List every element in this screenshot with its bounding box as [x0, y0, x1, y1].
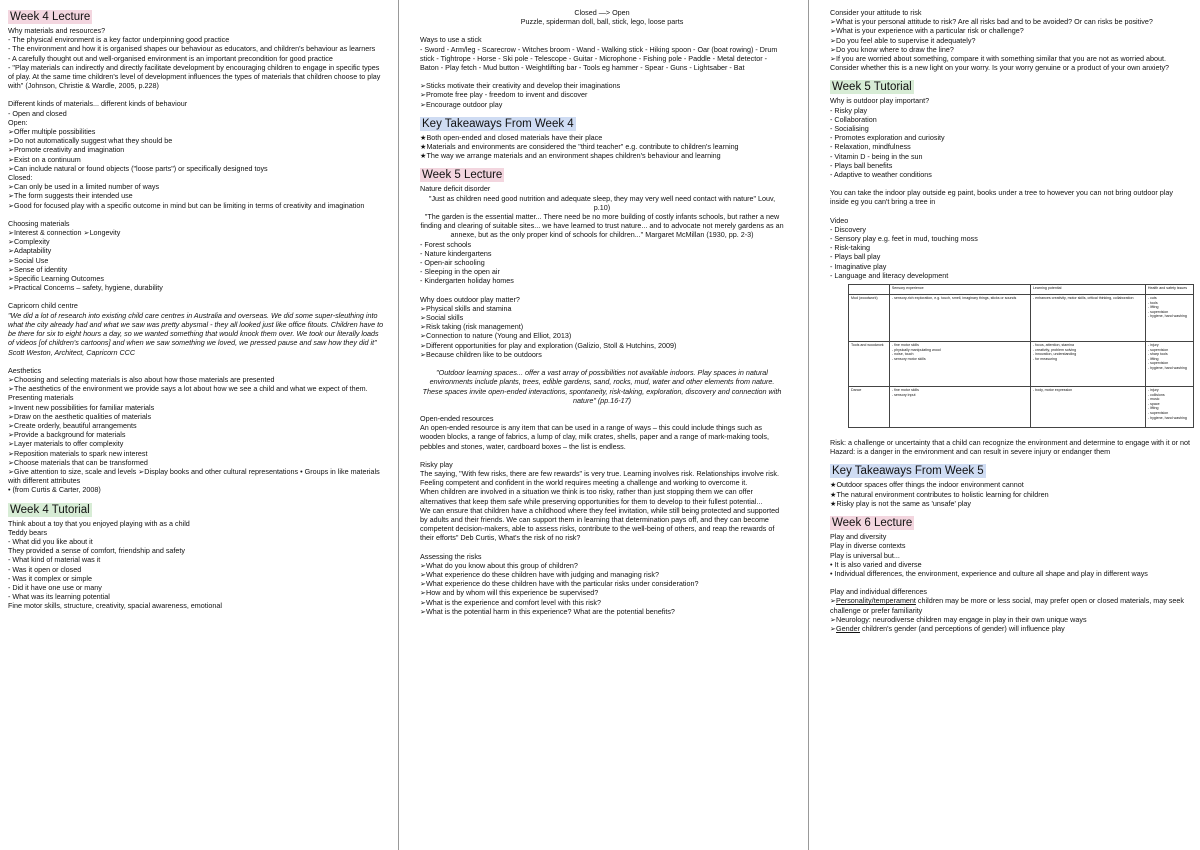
text-line: - Forest schools	[420, 239, 472, 249]
text-line: ➢Sense of identity	[8, 264, 68, 274]
text-line: ➢What experience do these children have with the particular risks under consideration?	[420, 579, 699, 589]
text-line: ➢Good for focused play with a specific outcome in mind but can be limiting in terms of creativity and imagination	[8, 200, 365, 210]
text-line: ➢Risk taking (risk management)	[420, 322, 524, 332]
text-line: ★Risky play is not the same as 'unsafe' play	[830, 498, 972, 508]
column-divider	[398, 0, 399, 850]
blank-line	[8, 292, 386, 301]
text-line: Why materials and resources?	[8, 26, 106, 35]
heading-week6-lecture: Week 6 Lecture	[832, 517, 913, 530]
text-line: Open-ended resources	[420, 413, 494, 423]
text-line: - The environment and how it is organised shapes our behaviour as educators, and children's behaviour as learners	[8, 44, 376, 54]
text-line: ➢What is the potential harm in this experience? What are the potential benefits?	[420, 606, 675, 616]
blank-line	[420, 405, 784, 414]
heading-week5-lecture: Week 5 Lecture	[422, 169, 503, 182]
blank-line	[830, 207, 1192, 216]
text-line: ➢Can only be used in a limited number of ways	[8, 182, 160, 192]
text-line: - Vitamin D - being in the sun	[830, 151, 923, 161]
text-line: ➢Because children like to be outdoors	[420, 349, 542, 359]
text-line: Aesthetics	[8, 365, 42, 375]
table-cell: - cuts - tools - lifting - supervision - hygiene, hand washing	[1145, 295, 1193, 342]
text-line: ➢Layer materials to offer complexity	[8, 439, 124, 449]
nature-quotes	[420, 194, 784, 240]
text-line: Teddy bears	[8, 527, 48, 537]
text-line: Play and diversity	[830, 532, 887, 542]
bullet-arrow: ➢	[830, 596, 837, 606]
text-line: ➢Sticks motivate their creativity and develop their imaginations	[420, 81, 621, 91]
blank-line	[8, 90, 386, 99]
table-row	[849, 387, 1194, 428]
risk-attitude-notes	[830, 8, 1192, 72]
text-line: ★Materials and environments are considered the "third teacher" e.g. contribute to children's learning	[420, 142, 739, 152]
table-header-cell: Health and safety issues	[1145, 285, 1193, 295]
text-line: ➢What do you know about this group of children?	[420, 560, 578, 570]
risk-assessment-table	[848, 284, 1194, 428]
text-line: ➢Complexity	[8, 237, 50, 247]
text-line: - Did it have one use or many	[8, 582, 102, 592]
table-cell: Tools and woodwork	[849, 342, 890, 387]
column-3	[830, 8, 1192, 633]
text-line: - Language and literacy development	[830, 270, 949, 280]
text-line: - Open-air schooling	[420, 258, 485, 268]
text-line: - Open and closed	[8, 108, 67, 118]
text-line: - Discovery	[830, 224, 866, 234]
text-line: ➢Reposition materials to spark new interest	[8, 448, 148, 458]
text-line: ➢Social skills	[420, 313, 464, 323]
text-line: ➢Promote free play - freedom to invent and discover	[420, 90, 588, 100]
risky-play-notes	[420, 405, 784, 616]
text-line: ➢If you are worried about something, compare it with something similar that you are not as worried about. Consider whether this is a new light on your worry. Is your worry genuine or a product of your own anxiety?	[830, 54, 1170, 73]
text-line: Open:	[8, 117, 28, 127]
text-line: ➢Give attention to size, scale and levels ➢Display books and other cultural representations • Groups in like materials with different attributes	[8, 466, 380, 486]
column-divider	[808, 0, 809, 850]
personality-term: Personality/temperament	[836, 596, 916, 606]
blank-line	[420, 72, 784, 81]
text-line: • Individual differences, the environment, experience and culture all shape and play in different ways	[830, 568, 1148, 578]
text-line: • (from Curtis & Carter, 2008)	[8, 485, 101, 495]
table-cell: - body, motor expression	[1030, 387, 1145, 428]
table-cell: - fine motor skills - sensory input	[889, 387, 1030, 428]
text-line: "The garden is the essential matter... There need be no more building of costly infants schools, but rather a new finding and clearing of suitable sites... we have learned to trust nature... and to advocate not merely gardens as an annexe, but as the only proper kind of schools for children..." Margaret McMillan (1930, pp. 2-3)	[420, 212, 784, 240]
table-header-cell: Sensory experience	[889, 285, 1030, 295]
blank-line	[420, 543, 784, 552]
text-line: ➢Practical Concerns – safety, hygiene, durability	[8, 283, 163, 293]
table-cell: - injury - collisions - music - space - lifting - supervision - hygiene, hand washing	[1145, 387, 1193, 428]
text-line: Play and individual differences	[830, 587, 927, 597]
text-line: ➢Encourage outdoor play	[420, 99, 503, 109]
week4-takeaways	[420, 133, 784, 161]
text-line: We can ensure that children have a childhood where they feel invitation, while still being protected and supported by adults and their friends. We can support them in learning that determination pays off, and they can become competent decision-makers, able to assess risks, contribute to the well-being of others, and reap the rewards of their efforts" Deb Curtis, What's the risk of no risk?	[420, 505, 780, 543]
text-line: - Collaboration	[830, 114, 877, 124]
text-line: You can take the indoor play outside eg paint, books under a tree to however you can not bring outdoor play inside eg you can't bring a tree in	[830, 188, 1173, 207]
blank-line	[420, 451, 784, 460]
text-line: ➢Promote creativity and imagination	[8, 145, 125, 155]
text-line: ★Outdoor spaces offer things the indoor environment cannot	[830, 480, 1024, 490]
text-line: ➢Adaptability	[8, 246, 52, 256]
column-1	[8, 8, 386, 611]
text-line: The saying, "With few risks, there are few rewards" is very true. Learning involves risk. Relationships involve risk. Feeling competent and confident in the world requires meeting a challenge and working to overcome it.	[420, 468, 780, 488]
week4-tutorial-notes	[8, 519, 386, 611]
text-line: ➢Choosing and selecting materials is also about how those materials are presented	[8, 374, 275, 384]
outdoor-play-notes	[420, 240, 784, 368]
text-line: - Was it complex or simple	[8, 573, 93, 583]
text-line: Ways to use a stick	[420, 35, 482, 45]
gender-text: children's gender (and perceptions of gender) will influence play	[860, 623, 1065, 633]
text-line: ➢Create orderly, beautiful arrangements	[8, 420, 137, 430]
week5-takeaways	[830, 480, 1192, 508]
risk-hazard-definitions	[830, 438, 1192, 456]
text-line: - Imaginative play	[830, 261, 887, 271]
text-line: An open-ended resource is any item that can be used in a range of ways – this could include things such as wooden blocks, a range of fabrics, a lump of clay, milk crates, shells, paper and a range of mark-making tools, pebbles and stones, water, cardboard boxes – the list is endless.	[420, 423, 770, 451]
text-line: ➢Specific Learning Outcomes	[8, 274, 104, 284]
blank-line	[420, 359, 784, 368]
bullet-arrow: ➢	[830, 623, 837, 633]
text-line: Consider your attitude to risk	[830, 8, 922, 17]
heading-key-takeaways-week4: Key Takeaways From Week 4	[422, 117, 574, 130]
aesthetics-notes	[8, 357, 386, 495]
blank-line	[420, 26, 784, 35]
text-line: When children are involved in a situation we think is too risky, rather than just stopping them we can offer alternatives that keep them safe while preserving opportunities for them to develop to their fullest potential...	[420, 487, 763, 506]
table-cell: - focus, attention, stamina - creativity, problem solving - innovation, understanding - for measuring	[1030, 342, 1145, 387]
table-cell: Dance	[849, 387, 890, 428]
text-line: ➢Social Use	[8, 255, 49, 265]
text-line: ➢Can include natural or found objects ("loose parts") or specifically designed toys	[8, 163, 268, 173]
gender-line	[830, 624, 1192, 633]
heading-week5-tutorial: Week 5 Tutorial	[832, 81, 912, 94]
text-line: - Risk-taking	[830, 243, 870, 253]
text-line: Hazard: is a danger in the environment and can result in severe injury or endanger them	[830, 447, 1111, 457]
text-line: ➢Connection to nature (Young and Elliot, 2013)	[420, 331, 572, 341]
week5-tutorial-notes	[830, 96, 1192, 280]
text-line: ★Both open-ended and closed materials have their place	[420, 132, 603, 142]
text-line: Assessing the risks	[420, 551, 482, 561]
text-line: They provided a sense of comfort, friendship and safety	[8, 546, 185, 556]
table-header-row	[849, 285, 1194, 295]
text-line: Play in diverse contexts	[830, 541, 906, 551]
text-line: ➢Offer multiple possibilities	[8, 127, 96, 137]
text-line: - Sleeping in the open air	[420, 267, 500, 277]
text-line: - "Play materials can indirectly and directly facilitate development by encouraging children to engage in specific types of play. At the same time children's level of development influences the types of materials that children choose to play with" (Johnson, Christie & Wardle, 2005, p.228)	[8, 62, 381, 91]
blank-line	[830, 179, 1192, 188]
text-line: - Socialising	[830, 124, 869, 134]
text-line: ➢Interest & connection ➢Longevity	[8, 228, 121, 238]
stick-uses-notes	[420, 26, 784, 108]
text-line: Puzzle, spiderman doll, ball, stick, lego, loose parts	[520, 17, 684, 27]
text-line: - Promotes exploration and curiosity	[830, 133, 945, 143]
personality-text: children may be more or less social, may prefer open or closed materials, may seek challenge or prefer familiarity	[830, 596, 1184, 615]
capricorn-quote: "We did a lot of research into existing child care centres in Australia and overseas. We did some super-sleuthing into what the city already had and what we saw was pretty abysmal - they all looked just like office fitouts. Children have to be there for six to eight hours a day, so we wanted something that would knock them over. We took our literally loads of videos [of children's cartoons] and when we saw something we loved, we pressed pause and saw how they did it" Scott Weston, Architect, Capricorn CCC	[8, 310, 384, 357]
text-line: ➢The form suggests their intended use	[8, 191, 133, 201]
blank-line	[420, 286, 784, 295]
text-line: ➢Do you know where to draw the line?	[830, 44, 954, 54]
table-row	[849, 295, 1194, 342]
text-line: ➢How and by whom will this experience be supervised?	[420, 588, 599, 598]
text-line: - What kind of material was it	[8, 555, 101, 565]
blank-line	[8, 210, 386, 219]
text-line: Video	[830, 215, 849, 225]
text-line: ➢What is the experience and comfort level with this risk?	[420, 597, 601, 607]
text-line: Play is universal but...	[830, 550, 900, 560]
text-line: Fine motor skills, structure, creativity, spacial awareness, emotional	[8, 601, 222, 611]
text-line: - A carefully thought out and well-organised environment is an important precondition for good practice	[8, 53, 333, 63]
text-line: ➢Choose materials that can be transformed	[8, 457, 148, 467]
text-line: - The physical environment is a key factor underpinning good practice	[8, 35, 230, 45]
text-line: ➢Provide a background for materials	[8, 430, 126, 440]
text-line: - What was its learning potential	[8, 592, 110, 602]
table-cell: - enhances creativity, motor skills, critical thinking, collaboration	[1030, 295, 1145, 342]
text-line: Why is outdoor play important?	[830, 96, 930, 106]
text-line: ➢What is your personal attitude to risk? Are all risks bad and to be avoided? Or can risks be positive?	[830, 17, 1153, 27]
text-line: - Plays ball benefits	[830, 160, 893, 170]
table-cell: - fine motor skills - physically manipulating wood - noise, touch - sensory motor skills	[889, 342, 1030, 387]
week6-lecture-notes	[830, 532, 1192, 596]
heading-week4-tutorial: Week 4 Tutorial	[10, 503, 90, 516]
text-line: - Adaptive to weather conditions	[830, 170, 932, 180]
text-line: Risky play	[420, 459, 453, 469]
heading-week4-lecture: Week 4 Lecture	[10, 11, 91, 23]
text-line: - What did you like about it	[8, 536, 93, 546]
text-line: ➢Do you feel able to supervise it adequately?	[830, 35, 976, 45]
text-line: - Risky play	[830, 105, 868, 115]
closed-open-continuum	[420, 8, 784, 26]
text-line: - Sword - Arm/leg - Scarecrow - Witches broom - Wand - Walking stick - Hiking spoon - Oar (boat rowing) - Drum stick - Tightrope - Horse - Ski pole - Telescope - Guitar - Microphone - Fishing pole - Paddle - Metal detector - Baton - Play fetch - Mud button - Weightlifting bar - Tools eg hammer - Spear - Guns - Lightsaber - Bat	[420, 44, 778, 73]
text-line: - Plays ball play	[830, 252, 881, 262]
text-line: ★The way we arrange materials and an environment shapes children's behaviour and learning	[420, 151, 721, 161]
text-line: - Nature kindergartens	[420, 248, 492, 258]
text-line: - Relaxation, mindfulness	[830, 142, 911, 152]
table-cell: Mud (woodwork)	[849, 295, 890, 342]
text-line: ➢Physical skills and stamina	[420, 303, 512, 313]
heading-key-takeaways-week5: Key Takeaways From Week 5	[832, 465, 984, 478]
text-line: ➢Invent new possibilities for familiar materials	[8, 402, 155, 412]
text-line: - Kindergarten holiday homes	[420, 276, 514, 286]
text-line: ★The natural environment contributes to holistic learning for children	[830, 489, 1049, 499]
text-line: ➢What is your experience with a particular risk or challenge?	[830, 26, 1024, 36]
text-line: Capricorn child centre	[8, 301, 78, 311]
week4-lecture-notes	[8, 26, 386, 311]
text-line: Different kinds of materials... different kinds of behaviour	[8, 99, 188, 109]
text-line: ➢Do not automatically suggest what they should be	[8, 136, 173, 146]
gender-term: Gender	[836, 623, 861, 633]
neurology-line: ➢Neurology: neurodiverse children may engage in play in their own unique ways	[830, 614, 1087, 624]
text-line: ➢Exist on a continuum	[8, 154, 81, 164]
text-line: ➢Draw on the aesthetic qualities of materials	[8, 411, 152, 421]
table-header-cell	[849, 285, 890, 295]
table-row	[849, 342, 1194, 387]
text-line: Nature deficit disorder	[420, 184, 491, 194]
column-2	[420, 8, 784, 616]
text-line: ➢What experience do these children have with judging and managing risk?	[420, 569, 659, 579]
text-line: ➢The aesthetics of the environment we provide says a lot about how we see a child and what we expect of them. Presenting materials	[8, 384, 368, 403]
text-line: • It is also varied and diverse	[830, 559, 922, 569]
nature-deficit-heading	[420, 184, 784, 193]
blank-line	[8, 357, 386, 366]
text-line: "Just as children need good nutrition and adequate sleep, they may very well need contact with nature" Louv, p.10)	[428, 193, 776, 212]
table-cell: - sensory-rich exploration, e.g. touch, smell, imaginary things, sticks or sounds	[889, 295, 1030, 342]
outdoor-learning-quote: "Outdoor learning spaces... offer a vast array of possibilities not available indoors. Play spaces in natural environments include plants, trees, edible gardens, sand, rocks, mud, water and other elements from nature. These spaces invite open-ended interactions, spontaneity, risk-taking, exploration, discovery and connection with nature" (pp.16-17)	[422, 368, 782, 405]
text-line: Risk: a challenge or uncertainty that a child can recognize the environment and determine to engage with it or not	[830, 438, 1190, 448]
text-line: - Was it open or closed	[8, 564, 82, 574]
table-cell: - injury - supervision - sharp tools - lifting - supervision - hygiene, hand washing	[1145, 342, 1193, 387]
text-line: Why does outdoor play matter?	[420, 294, 520, 304]
personality-line	[830, 596, 1192, 614]
text-line: - Sensory play e.g. feet in mud, touching moss	[830, 234, 978, 244]
blank-line	[830, 578, 1192, 587]
text-line: Choosing materials	[8, 218, 70, 228]
text-line: Closed:	[8, 173, 33, 183]
text-line: Think about a toy that you enjoyed playing with as a child	[8, 518, 190, 528]
table-header-cell: Learning potential	[1030, 285, 1145, 295]
text-line: ➢Different opportunities for play and exploration (Galizio, Stoll & Hutchins, 2009)	[420, 340, 677, 350]
text-line: Closed —> Open	[574, 8, 630, 17]
